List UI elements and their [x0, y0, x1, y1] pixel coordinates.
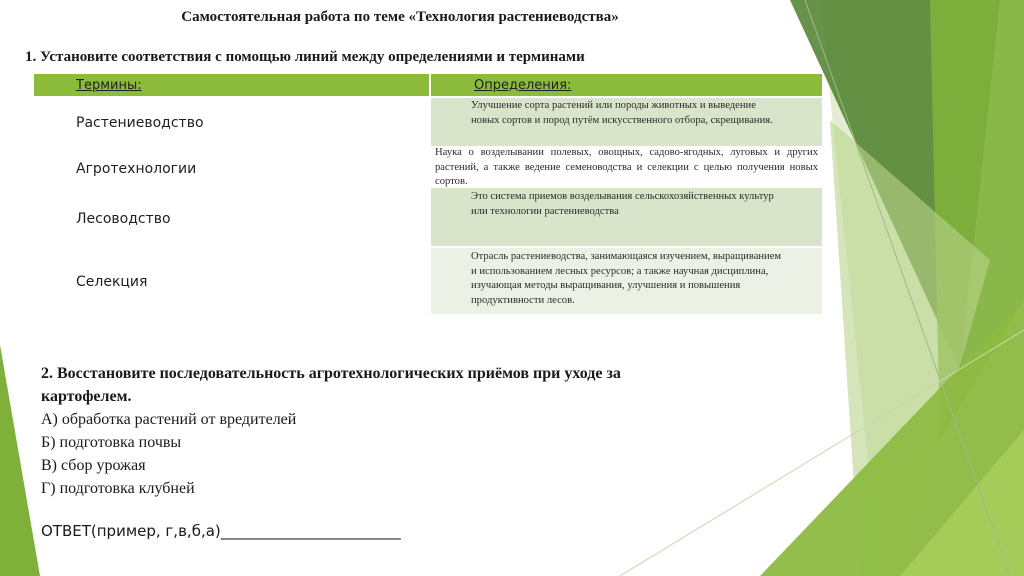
- table-header-row: [34, 74, 822, 96]
- task2-option-a: А) обработка растений от вредителей: [41, 411, 297, 428]
- header-divider: [429, 74, 431, 96]
- matching-table: [34, 74, 822, 314]
- task2-option-d: Г) подготовка клубней: [41, 480, 195, 497]
- definition-2: Наука о возделывании полевых, овощных, садово-ягодных, луговых и других растений, а также ведение семеноводства и селекции с целью получения новых сортов.: [431, 146, 822, 188]
- term-selekciya: Селекция: [76, 274, 148, 290]
- page-title: Самостоятельная работа по теме «Технология растениеводства»: [181, 9, 619, 25]
- definition-4: Отрасль растениеводства, занимающаяся изучением, выращиванием и использованием лесных ресурсов; а также научная дисциплина, изучающая методы выращивания, улучшения и повышения продуктивности лесов.: [431, 248, 822, 314]
- definitions-header: Определения:: [474, 78, 572, 93]
- task2-heading-line2: картофелем.: [41, 388, 132, 405]
- task1-heading: 1. Установите соответствия с помощью линий между определениями и терминами: [25, 49, 585, 65]
- task2-option-b: Б) подготовка почвы: [41, 434, 182, 451]
- deco-bottom-left: [0, 345, 40, 576]
- definition-1: Улучшение сорта растений или породы животных и выведение новых сортов и пород путём искусственного отбора, скрещивания.: [431, 98, 822, 146]
- task2-option-c: В) сбор урожая: [41, 457, 146, 474]
- term-rastenievodstvo: Растениеводство: [76, 115, 204, 131]
- definition-3: Это система приемов возделывания сельскохозяйственных культур или технологии растениеводства: [431, 188, 822, 246]
- terms-header: Термины:: [76, 78, 142, 93]
- task2-heading-line1: 2. Восстановите последовательность агротехнологических приёмов при уходе за: [41, 365, 621, 382]
- term-lesovodstvo: Лесоводство: [76, 211, 171, 227]
- answer-line: ОТВЕТ(пример, г,в,б,а)________________________: [41, 522, 401, 540]
- term-agrotehnologii: Агротехнологии: [76, 161, 197, 177]
- task2-block: [41, 362, 761, 500]
